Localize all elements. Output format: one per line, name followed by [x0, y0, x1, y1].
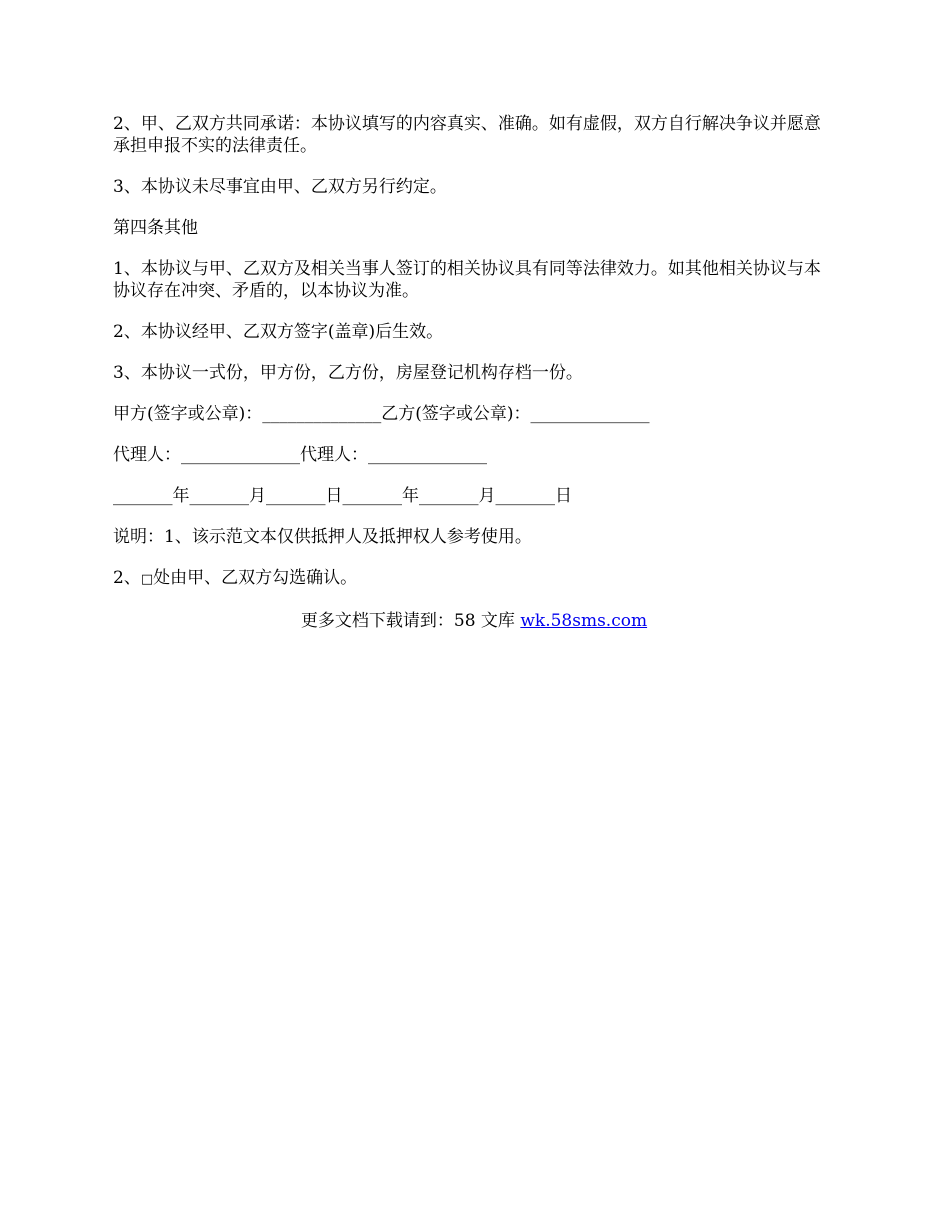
signature-line-parties: 甲方(签字或公章)：______________乙方(签字或公章)：______________	[113, 404, 650, 424]
document-body	[113, 113, 835, 651]
clause-legal-effect: 1、本协议与甲、乙双方及相关当事人签订的相关协议具有同等法律效力。如其他相关协议与本协议存在冲突、矛盾的，以本协议为准。	[113, 259, 821, 301]
signature-line-agents: 代理人：______________代理人：______________	[113, 445, 487, 465]
footer-text: 更多文档下载请到：58 文库	[300, 611, 521, 631]
note-1: 说明：1、该示范文本仅供抵押人及抵押权人参考使用。	[113, 527, 532, 547]
footer	[113, 610, 835, 632]
clause-unresolved-matters: 3、本协议未尽事宜由甲、乙双方另行约定。	[113, 177, 447, 197]
section-heading-other: 第四条其他	[113, 218, 198, 238]
note-2	[113, 567, 835, 591]
clause-commitment: 2、甲、乙双方共同承诺：本协议填写的内容真实、准确。如有虚假，双方自行解决争议并愿意承担申报不实的法律责任。	[113, 114, 821, 156]
checkbox-icon: □	[140, 572, 154, 587]
date-line: _______年_______月_______日_______年_______月_______日	[113, 486, 572, 506]
footer-link[interactable]: wk.58sms.com	[520, 611, 648, 631]
note-2-text: 处由甲、乙双方勾选确认。	[153, 568, 358, 588]
clause-copies: 3、本协议一式份，甲方份，乙方份，房屋登记机构存档一份。	[113, 363, 583, 383]
note-2-prefix: 2、	[113, 568, 141, 588]
clause-effective: 2、本协议经甲、乙双方签字(盖章)后生效。	[113, 322, 444, 342]
